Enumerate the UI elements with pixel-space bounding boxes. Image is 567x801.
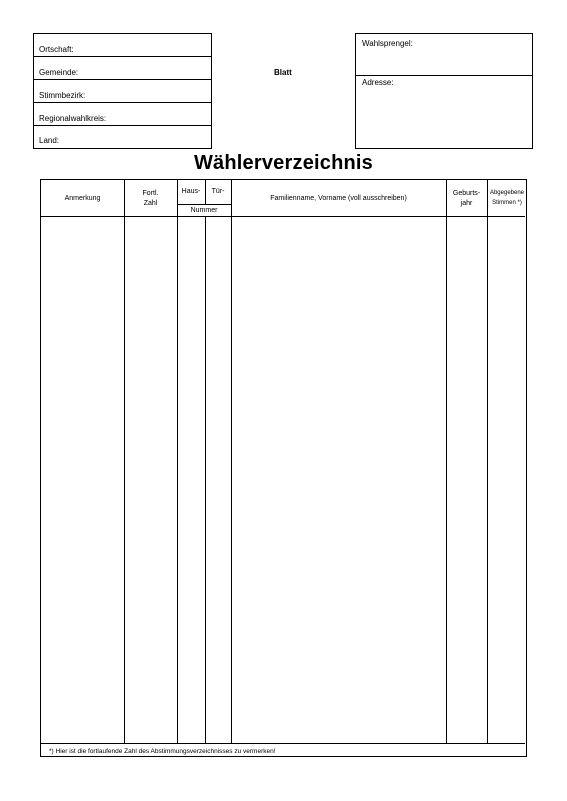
column-divider — [124, 180, 125, 743]
field-label: Regionalwahlkreis: — [39, 114, 107, 123]
column-divider — [205, 216, 206, 743]
page-title: Wählerverzeichnis — [193, 152, 374, 174]
field-land[interactable] — [34, 126, 211, 147]
col-header-serial-2: Zahl — [143, 200, 158, 207]
col-header-serial-1: Fortl. — [142, 190, 159, 197]
field-label: Stimmbezirk: — [39, 91, 86, 100]
header-bottom-line — [41, 216, 525, 217]
col-header-votes-2: Stimmen *) — [492, 200, 522, 206]
field-stimmbezirk[interactable] — [34, 80, 211, 103]
field-label: Land: — [39, 136, 60, 145]
col-header-name: Familienname, Vorname (voll ausschreiben) — [270, 195, 407, 202]
col-header-birth-2: jahr — [460, 200, 473, 207]
field-wahlsprengel[interactable] — [356, 34, 532, 76]
column-divider — [487, 180, 488, 743]
footnote: *) Hier ist die fortlaufende Zahl des Abstimmungsverzeichnisses zu vermerken! — [49, 748, 276, 755]
field-adresse[interactable] — [356, 76, 532, 148]
field-label: Wahlsprengel: — [362, 39, 413, 48]
col-header-house: Haus- — [181, 188, 201, 195]
voter-table — [40, 179, 527, 757]
col-header-votes-1: Abgegebene — [489, 190, 525, 196]
field-label: Adresse: — [362, 78, 394, 87]
footnote-line — [41, 743, 525, 744]
column-divider — [231, 180, 232, 743]
col-header-door: Tür- — [211, 188, 225, 195]
field-label: Gemeinde: — [39, 68, 79, 77]
house-door-divider — [177, 204, 231, 205]
location-info-box — [33, 33, 212, 149]
column-divider — [177, 180, 178, 743]
field-gemeinde[interactable] — [34, 57, 211, 80]
district-info-box — [355, 33, 533, 149]
field-regionalwahlkreis[interactable] — [34, 103, 211, 126]
sheet-label: Blatt — [274, 68, 292, 77]
field-ortschaft[interactable] — [34, 34, 211, 57]
col-header-remark: Anmerkung — [64, 195, 101, 202]
field-label: Ortschaft: — [39, 45, 74, 54]
column-divider — [446, 180, 447, 743]
col-header-number: Nummer — [190, 207, 218, 214]
col-header-birth-1: Geburts- — [452, 190, 481, 197]
